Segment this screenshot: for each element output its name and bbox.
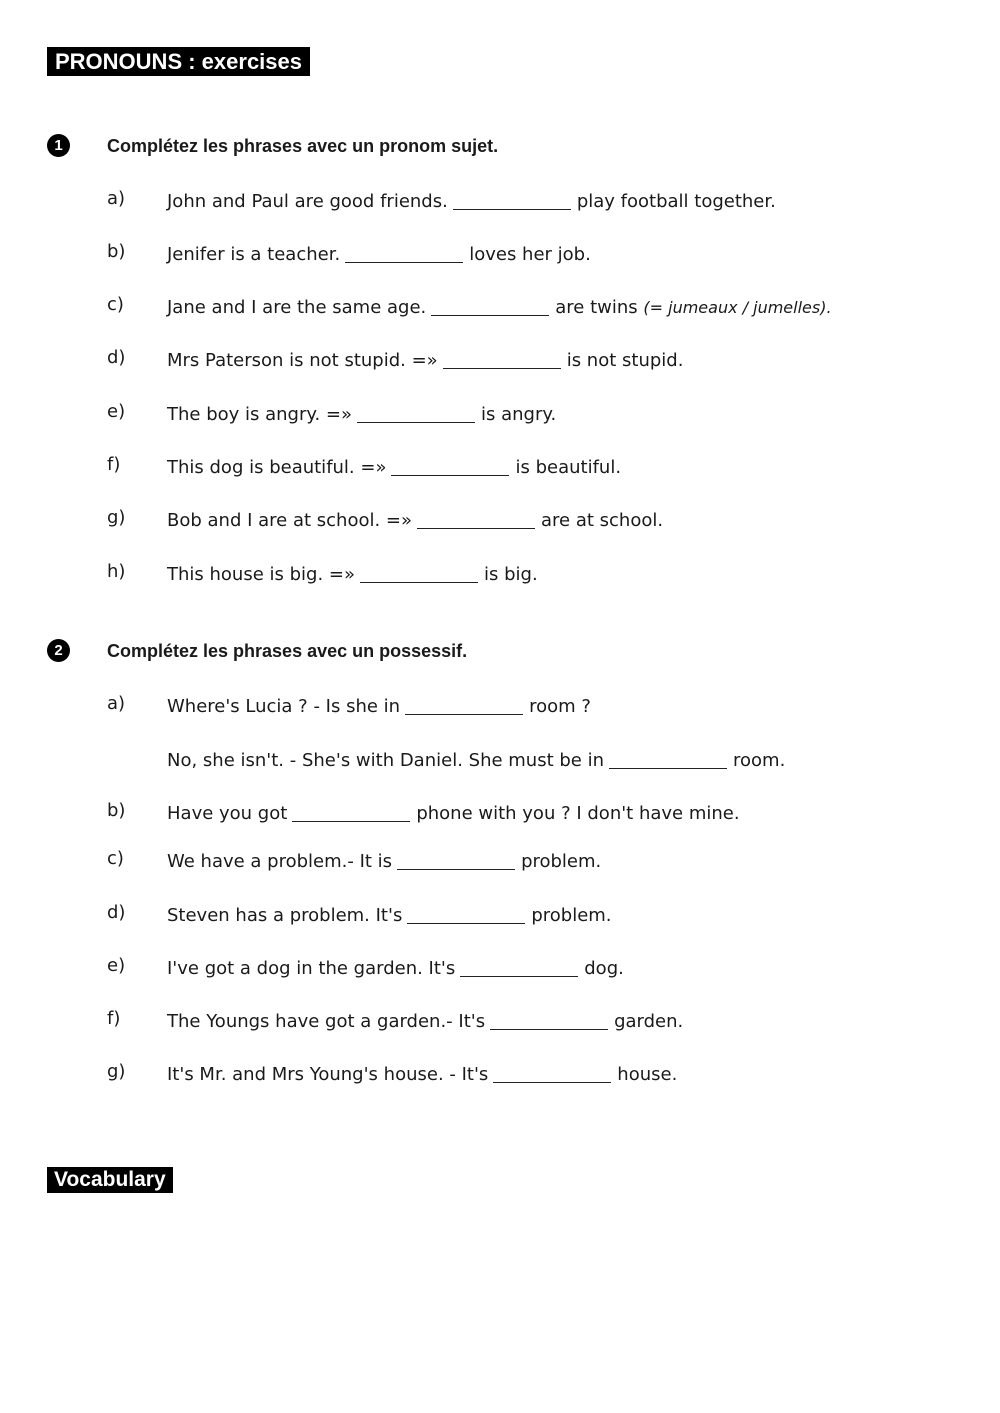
item-sentence: Have you got phone with you ? I don't have mine.	[167, 803, 740, 824]
answer-blank[interactable]	[357, 402, 475, 423]
answer-blank[interactable]	[431, 295, 549, 316]
exercise-instruction: Complétez les phrases avec un pronom sujet.	[107, 136, 499, 156]
item-sentence: This house is big. =» is big.	[167, 564, 538, 585]
answer-blank[interactable]	[397, 849, 515, 870]
item-letter: c)	[107, 294, 124, 315]
answer-blank[interactable]	[490, 1009, 608, 1030]
item-letter: a)	[107, 188, 126, 209]
item-letter: e)	[107, 955, 126, 976]
item-sentence: Jane and I are the same age. are twins (= jumeaux / jumelles).	[167, 297, 832, 318]
item-sentence: No, she isn't. - She's with Daniel. She must be in room.	[167, 750, 786, 771]
translation-note: (= jumeaux / jumelles).	[643, 298, 832, 317]
item-sentence: Jenifer is a teacher. loves her job.	[167, 244, 591, 265]
item-letter: d)	[107, 902, 126, 923]
item-letter: f)	[107, 454, 121, 475]
item-letter: h)	[107, 561, 126, 582]
item-letter: f)	[107, 1008, 121, 1029]
item-sentence: We have a problem.- It is problem.	[167, 851, 602, 872]
answer-blank[interactable]	[407, 903, 525, 924]
exercise-instruction: Complétez les phrases avec un possessif.	[107, 641, 468, 661]
page-title: PRONOUNS : exercises	[47, 47, 310, 76]
answer-blank[interactable]	[391, 455, 509, 476]
exercise-number-badge: 1	[47, 134, 70, 157]
item-letter: g)	[107, 1061, 126, 1082]
answer-blank[interactable]	[460, 956, 578, 977]
item-letter: e)	[107, 401, 126, 422]
answer-blank[interactable]	[609, 748, 727, 769]
answer-blank[interactable]	[405, 694, 523, 715]
answer-blank[interactable]	[453, 189, 571, 210]
item-sentence: The Youngs have got a garden.- It's garden.	[167, 1011, 684, 1032]
answer-blank[interactable]	[443, 348, 561, 369]
item-sentence: Steven has a problem. It's problem.	[167, 905, 612, 926]
item-sentence: Mrs Paterson is not stupid. =» is not stupid.	[167, 350, 684, 371]
answer-blank[interactable]	[417, 508, 535, 529]
item-sentence: The boy is angry. =» is angry.	[167, 404, 557, 425]
answer-blank[interactable]	[345, 242, 463, 263]
item-sentence: I've got a dog in the garden. It's dog.	[167, 958, 624, 979]
item-sentence: Where's Lucia ? - Is she in room ?	[167, 696, 591, 717]
item-sentence: This dog is beautiful. =» is beautiful.	[167, 457, 622, 478]
vocabulary-heading: Vocabulary	[47, 1167, 173, 1193]
item-sentence: John and Paul are good friends. play football together.	[167, 191, 776, 212]
item-letter: a)	[107, 693, 126, 714]
item-sentence: Bob and I are at school. =» are at school.	[167, 510, 664, 531]
item-letter: g)	[107, 507, 126, 528]
item-letter: b)	[107, 241, 126, 262]
item-letter: c)	[107, 848, 124, 869]
item-letter: b)	[107, 800, 126, 821]
item-letter: d)	[107, 347, 126, 368]
item-sentence: It's Mr. and Mrs Young's house. - It's house.	[167, 1064, 678, 1085]
exercise-number-badge: 2	[47, 639, 70, 662]
answer-blank[interactable]	[493, 1062, 611, 1083]
answer-blank[interactable]	[360, 562, 478, 583]
answer-blank[interactable]	[292, 801, 410, 822]
